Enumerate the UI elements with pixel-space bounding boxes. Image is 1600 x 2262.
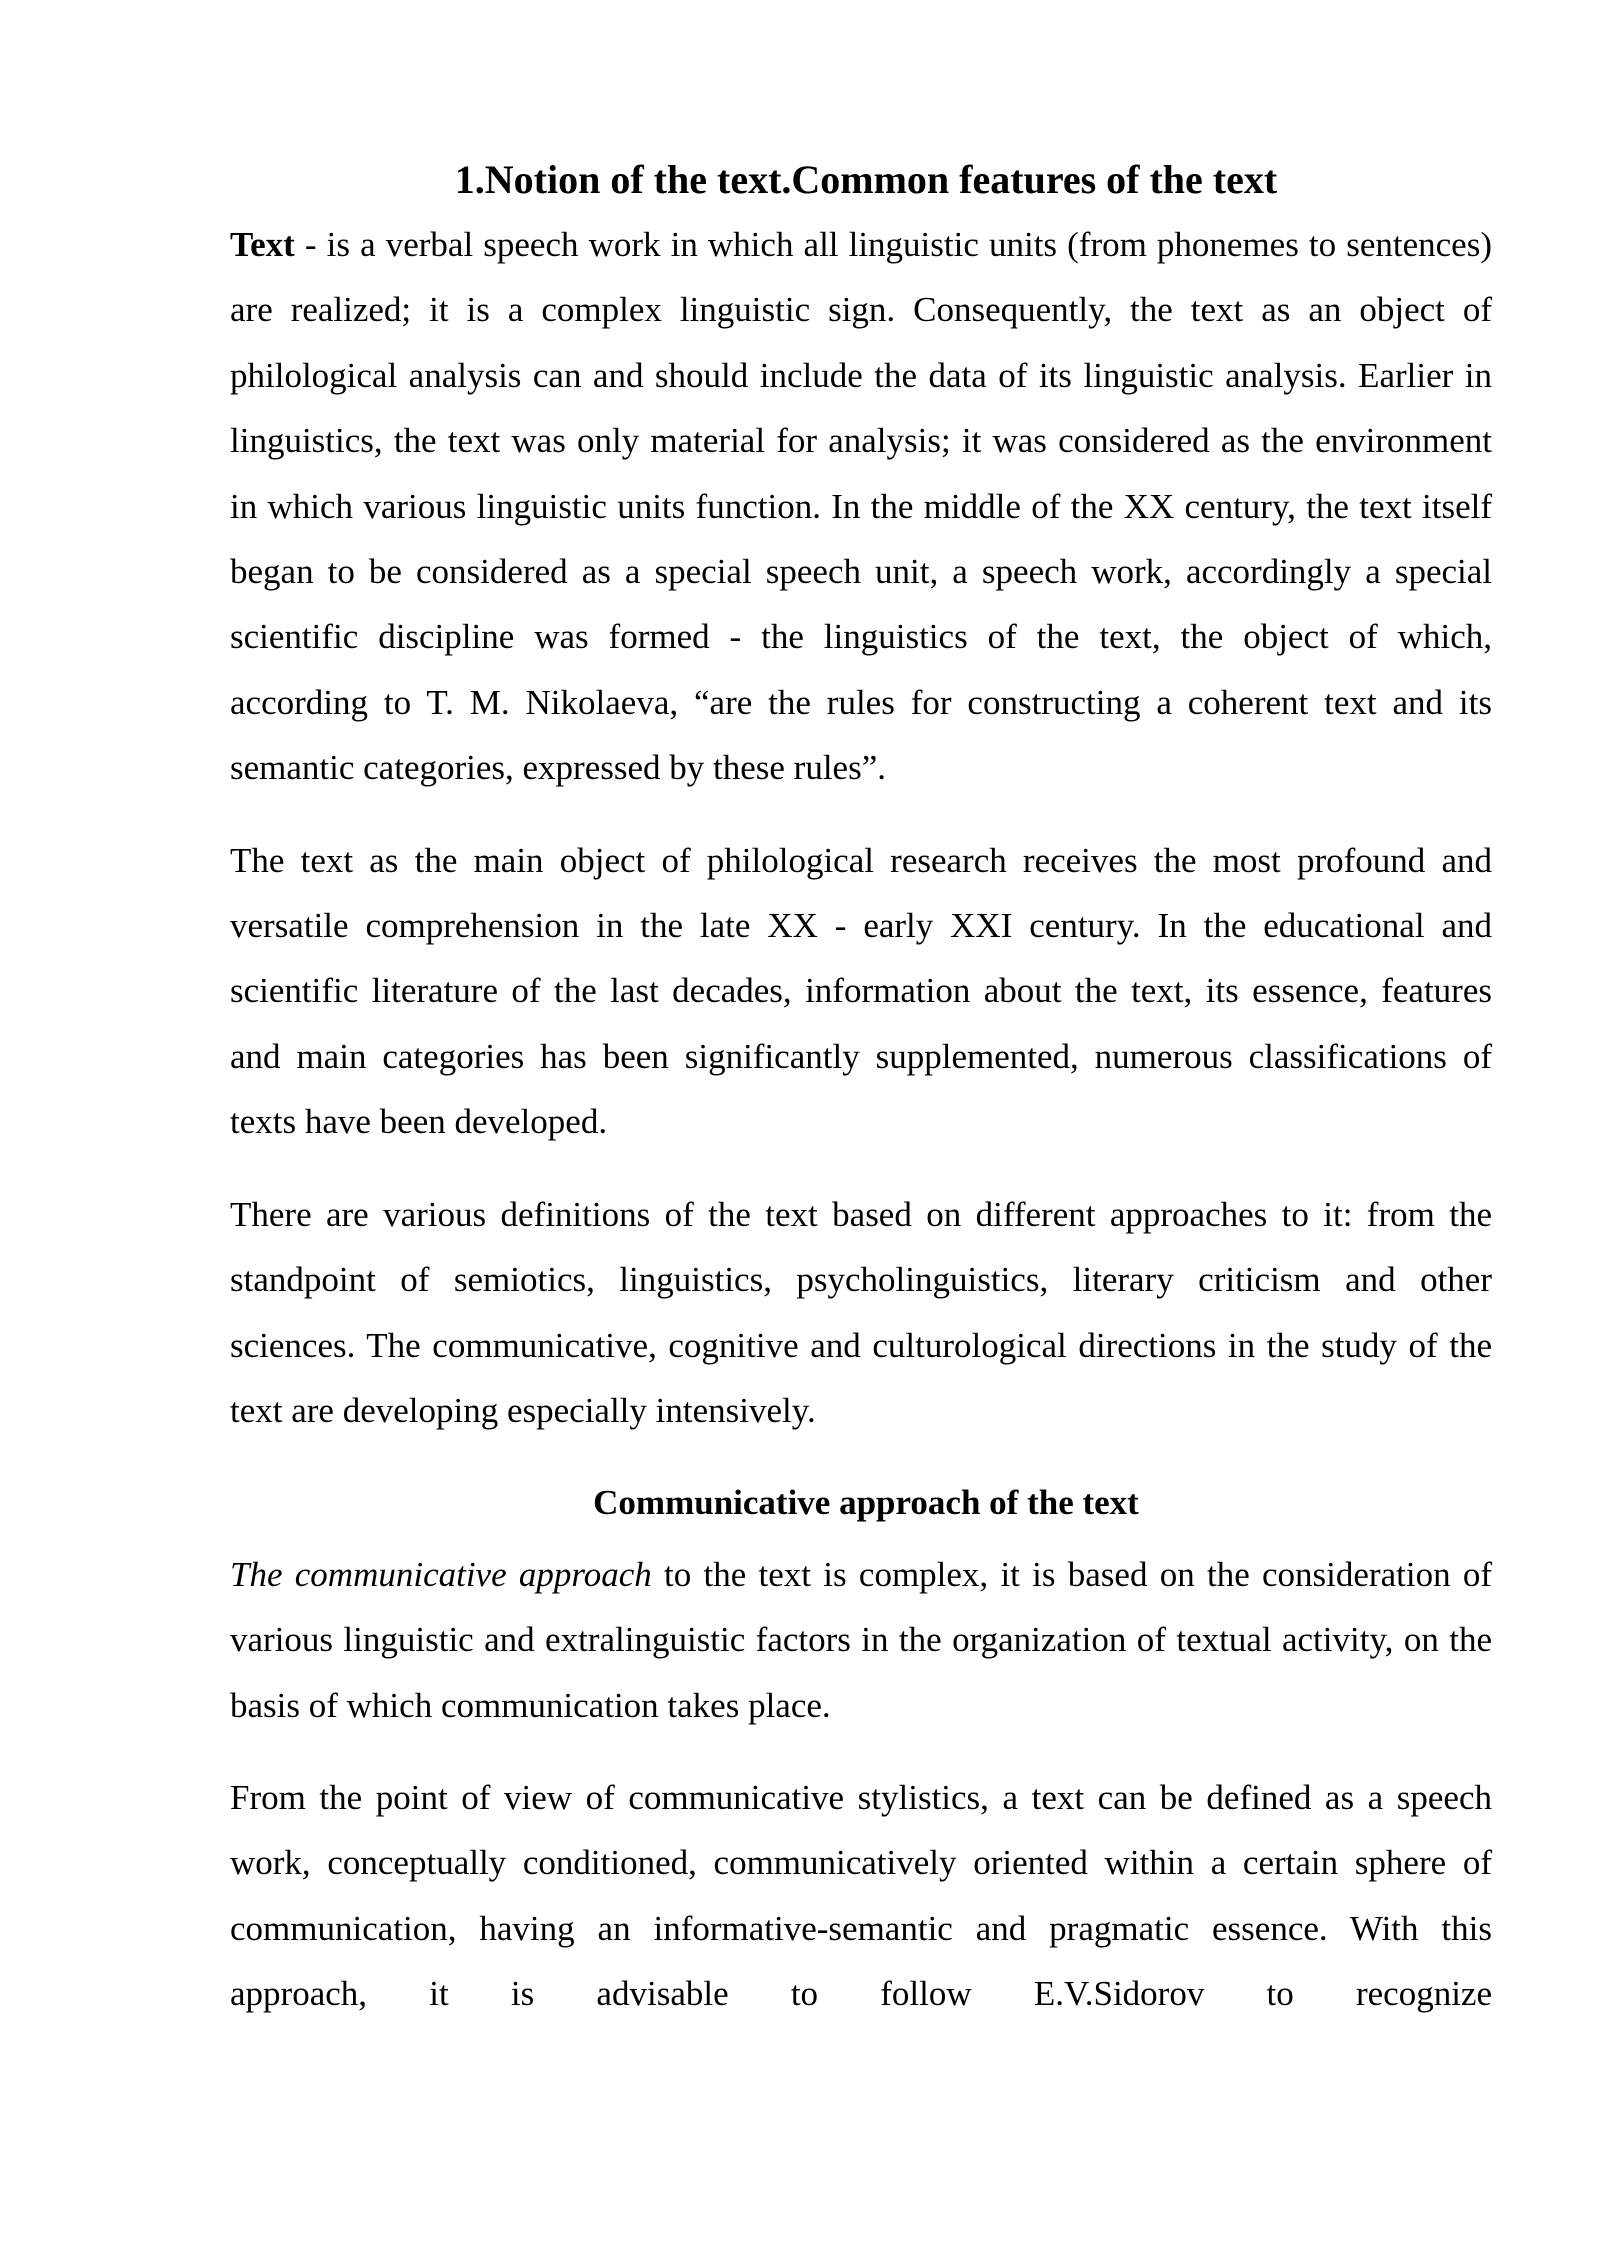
paragraph-philological-research: The text as the main object of philological research receives the most profound and versatile comprehension in the late XX - early XXI century. In the educational and scientific literature of the last decades, information about the text, its essence, features and main categories has been significantly supplemented, numerous classifications of texts have been developed. [230, 840, 1492, 1142]
document-content [230, 150, 1492, 2027]
paragraph-communicative-approach-body: to the text is complex, it is based on the consideration of various linguistic and extralinguistic factors in the organization of textual activity, on the basis of which communication takes place. [230, 1554, 1492, 1725]
paragraph-communicative-approach [230, 1542, 1492, 1738]
paragraph-communicative-stylistics: From the point of view of communicative stylistics, a text can be defined as a speech work, conceptually conditioned, communicatively oriented within a certain sphere of communication, having an informative-semantic and pragmatic essence. With this approach, it is advisable to follow E.V.Sidorov to recognize [230, 1777, 1492, 2014]
paragraph-definitions-approaches: There are various definitions of the text based on different approaches to it: from the standpoint of semiotics, linguistics, psycholinguistics, literary criticism and other sciences. The communicative, cognitive and culturological directions in the study of the text are developing especially intensively. [230, 1194, 1492, 1430]
document-title: 1.Notion of the text.Common features of the text [454, 157, 1278, 202]
term-text: Text [230, 225, 295, 264]
paragraph-text-definition-body: - is a verbal speech work in which all linguistic units (from phonemes to sentences) are realized; it is a complex linguistic sign. Consequently, the text as an object of philological analysis can and should include the data of its linguistic analysis. Earlier in linguistics, the text was only material for analysis; it was considered as the environment in which various linguistic units function. In the middle of the XX century, the text itself began to be considered as a special speech unit, a speech work, accordingly a special scientific discipline was formed - the linguistics of the text, the object of which, according to T. M. Nikolaeva, “are the rules for constructing a coherent text and its semantic categories, expressed by these rules”. [230, 225, 1492, 788]
term-communicative-approach: The communicative approach [230, 1554, 652, 1594]
paragraph-text-definition [230, 212, 1492, 801]
section-heading-communicative-approach: Communicative approach of the text [593, 1483, 1139, 1523]
